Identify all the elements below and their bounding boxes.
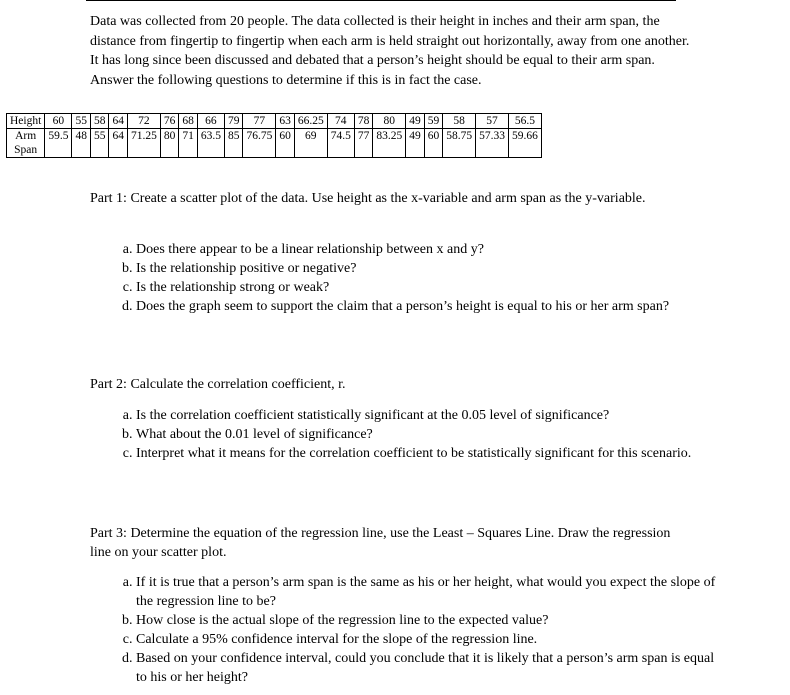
arm-span-cell: 69 <box>294 129 327 158</box>
arm-span-cell: 64 <box>109 129 128 158</box>
height-cell: 63 <box>276 114 295 129</box>
arm-span-cell: 63.5 <box>197 129 224 158</box>
part1-question: c. Is the relationship strong or weak? <box>136 278 726 297</box>
part3-question: c. Calculate a 95% confidence interval for the slope of the regression line. <box>136 630 726 649</box>
data-table <box>6 113 542 158</box>
height-cell: 59 <box>424 114 443 129</box>
part2-questions <box>90 406 726 463</box>
arm-span-cell: 59.66 <box>508 129 541 158</box>
part2-question: b. What about the 0.01 level of significance? <box>136 425 726 444</box>
height-cell: 66.25 <box>294 114 327 129</box>
height-cell: 79 <box>224 114 243 129</box>
arm-span-cell: 76.75 <box>243 129 276 158</box>
arm-span-cell: 58.75 <box>443 129 476 158</box>
arm-span-cell: 80 <box>160 129 179 158</box>
height-cell: 56.5 <box>508 114 541 129</box>
arm-span-cell: 74.5 <box>327 129 354 158</box>
height-cell: 74 <box>327 114 354 129</box>
height-cell: 76 <box>160 114 179 129</box>
height-cell: 72 <box>127 114 160 129</box>
arm-span-cell: 60 <box>424 129 443 158</box>
part3-question: a. If it is true that a person’s arm span is the same as his or her height, what would you expect the slope of the regression line to be? <box>136 573 726 611</box>
span-label: Span <box>14 144 38 156</box>
height-cell: 78 <box>354 114 373 129</box>
part3-question: b. How close is the actual slope of the regression line to the expected value? <box>136 611 726 630</box>
arm-span-cell: 49 <box>406 129 425 158</box>
height-cell: 58 <box>443 114 476 129</box>
part1-question: a. Does there appear to be a linear relationship between x and y? <box>136 240 726 259</box>
arm-label: Arm <box>15 130 37 142</box>
part3-heading: Part 3: Determine the equation of the regression line, use the Least – Squares Line. Draw the regression line on your scatter plot. <box>90 526 671 560</box>
height-cell: 68 <box>179 114 198 129</box>
arm-span-cell: 77 <box>354 129 373 158</box>
part2-question: a. Is the correlation coefficient statistically significant at the 0.05 level of significance? <box>136 406 726 425</box>
top-rule <box>86 0 676 1</box>
arm-span-cell: 48 <box>72 129 91 158</box>
part3-questions <box>90 573 726 687</box>
intro-paragraph: Data was collected from 20 people. The data collected is their height in inches and their arm span, the distance from fingertip to fingertip when each arm is held straight out horizontally, away from one another. It has long since been discussed and debated that a person’s height should be equal to their arm span. Answer the following questions to determine if this is in fact the case. <box>90 14 690 88</box>
height-cell: 80 <box>373 114 406 129</box>
part1-heading: Part 1: Create a scatter plot of the data. Use height as the x-variable and arm span as the y-variable. <box>90 191 646 206</box>
part2-heading: Part 2: Calculate the correlation coefficient, r. <box>90 377 346 392</box>
arm-span-cell: 60 <box>276 129 295 158</box>
arm-span-cell: 71.25 <box>127 129 160 158</box>
part3-question: d. Based on your confidence interval, could you conclude that it is likely that a person’s arm span is equal to his or her height? <box>136 649 726 687</box>
height-cell: 77 <box>243 114 276 129</box>
part2-question: c. Interpret what it means for the correlation coefficient to be statistically significant for this scenario. <box>136 444 726 463</box>
height-cell: 60 <box>45 114 72 129</box>
height-label: Height <box>7 114 45 129</box>
arm-span-cell: 55 <box>90 129 109 158</box>
height-cell: 64 <box>109 114 128 129</box>
arm-span-cell: 83.25 <box>373 129 406 158</box>
height-cell: 49 <box>406 114 425 129</box>
height-cell: 66 <box>197 114 224 129</box>
height-cell: 58 <box>90 114 109 129</box>
height-cell: 57 <box>476 114 509 129</box>
part1-question: b. Is the relationship positive or negative? <box>136 259 726 278</box>
arm-span-cell: 57.33 <box>476 129 509 158</box>
arm-span-cell: 71 <box>179 129 198 158</box>
part1-questions <box>90 240 726 316</box>
arm-span-cell: 59.5 <box>45 129 72 158</box>
arm-span-cell: 85 <box>224 129 243 158</box>
part1-question: d. Does the graph seem to support the claim that a person’s height is equal to his or her arm span? <box>136 297 726 316</box>
height-cell: 55 <box>72 114 91 129</box>
arm-span-label <box>7 129 45 158</box>
